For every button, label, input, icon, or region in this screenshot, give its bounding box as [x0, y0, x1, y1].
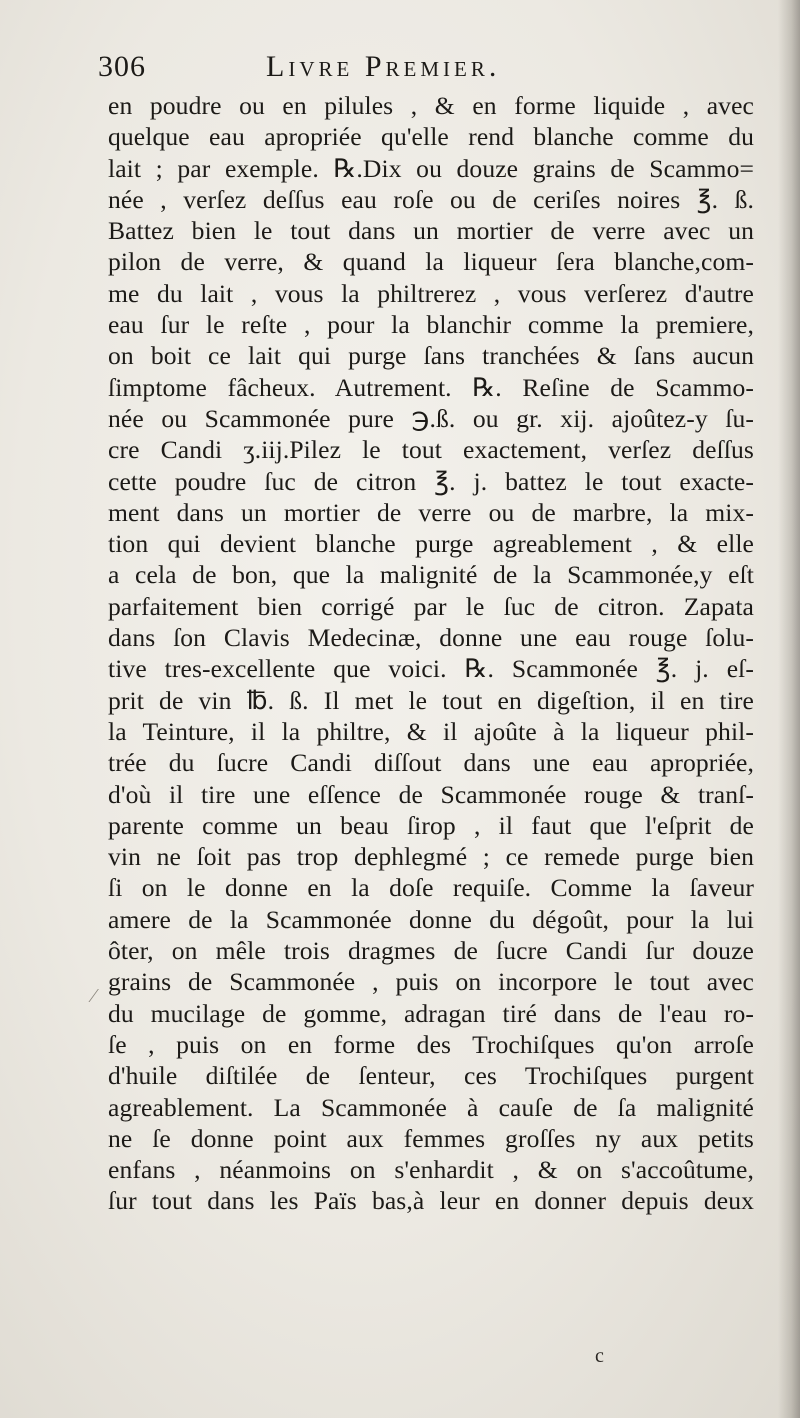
text-line: ne ſe donne point aux femmes groſſes ny aux petits — [108, 1123, 754, 1153]
text-line: on boit ce lait qui purge ſans tranchées & ſans aucun — [108, 341, 754, 371]
text-line: enfans , néanmoins on s'enhardit , & on s'accoûtume, — [108, 1155, 754, 1185]
text-line: du mucilage de gomme, adragan tiré dans de l'eau ro- — [108, 998, 754, 1028]
text-line: d'huile diſtilée de ſenteur, ces Trochiſques purgent — [108, 1061, 754, 1091]
ink-mark: c — [595, 1345, 604, 1367]
margin-mark: ⁄ — [92, 985, 96, 1007]
text-line: d'où il tire une eſſence de Scammonée rouge & tranſ- — [108, 779, 754, 809]
text-line: ſimptome fâcheux. Autrement. ℞. Reſine de Scammo- — [108, 372, 754, 402]
text-line: trée du ſucre Candi diſſout dans une eau apropriée, — [108, 748, 754, 778]
text-line: tive tres-excellente que voici. ℞. Scammonée ℥. j. eſ- — [108, 654, 754, 684]
text-line: ôter, on mêle trois dragmes de ſucre Candi ſur douze — [108, 936, 754, 966]
text-line: tion qui devient blanche purge agreablement , & elle — [108, 529, 754, 559]
text-line: ſe , puis on en forme des Trochiſques qu'on arroſe — [108, 1029, 754, 1059]
text-line: quelque eau apropriée qu'elle rend blanche comme du — [108, 122, 754, 152]
text-line: née ou Scammonée pure ℈.ß. ou gr. xij. ajoûtez-y ſu- — [108, 403, 754, 433]
text-line: ſur tout dans les Païs bas,à leur en donner depuis deux — [108, 1186, 754, 1216]
text-line: amere de la Scammonée donne du dégoût, pour la lui — [108, 904, 754, 934]
text-line: prit de vin ℔. ß. Il met le tout en digeſtion, il en tire — [108, 685, 754, 715]
page-number: 306 — [98, 50, 146, 83]
running-title: Livre Premier. — [266, 50, 501, 83]
page-edge-shadow — [778, 0, 800, 1418]
text-line: parfaitement bien corrigé par le ſuc de citron. Zapata — [108, 591, 754, 621]
text-line: vin ne ſoit pas trop dephlegmé ; ce remede purge bien — [108, 842, 754, 872]
text-line: lait ; par exemple. ℞.Dix ou douze grains de Scammo= — [108, 153, 754, 183]
text-line: pilon de verre, & quand la liqueur ſera blanche,com- — [108, 247, 754, 277]
page-header — [98, 50, 753, 94]
text-line: eau ſur le reſte , pour la blanchir comme la premiere, — [108, 310, 754, 340]
text-line: me du lait , vous la philtrerez , vous verſerez d'autre — [108, 278, 754, 308]
text-line: dans ſon Clavis Medecinæ, donne une eau rouge ſolu- — [108, 623, 754, 653]
text-line: cette poudre ſuc de citron ℥. j. battez le tout exacte- — [108, 466, 754, 496]
text-line: a cela de bon, que la malignité de la Scammonée,y eſt — [108, 560, 754, 590]
text-line: parente comme un beau ſirop , il faut que l'eſprit de — [108, 810, 754, 840]
text-line: cre Candi ʒ.iij.Pilez le tout exactement, verſez deſſus — [108, 435, 754, 465]
text-line: ment dans un mortier de verre ou de marbre, la mix- — [108, 497, 754, 527]
text-line: ſi on le donne en la doſe requiſe. Comme la ſaveur — [108, 873, 754, 903]
text-line: Battez bien le tout dans un mortier de verre avec un — [108, 216, 754, 246]
text-line: née , verſez deſſus eau roſe ou de ceriſes noires ℥. ß. — [108, 184, 754, 214]
text-line: grains de Scammonée , puis on incorpore le tout avec — [108, 967, 754, 997]
body-text — [108, 90, 754, 1217]
text-line: agreablement. La Scammonée à cauſe de ſa malignité — [108, 1092, 754, 1122]
text-line: en poudre ou en pilules , & en forme liquide , avec — [108, 91, 754, 120]
text-line: la Teinture, il la philtre, & il ajoûte à la liqueur phil- — [108, 716, 754, 746]
